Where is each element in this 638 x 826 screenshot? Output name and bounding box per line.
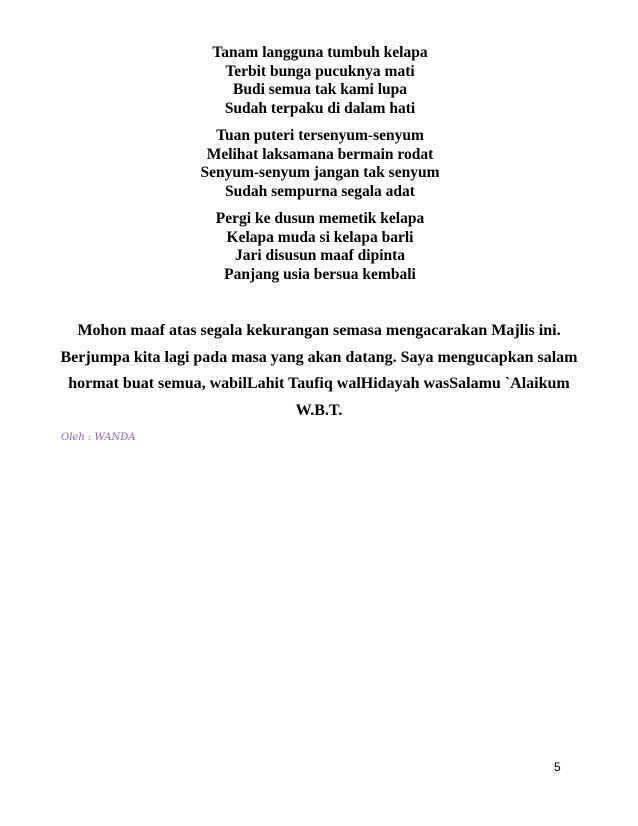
pantun-line: Melihat laksamana bermain rodat [206, 145, 434, 163]
author-credit: Oleh : WANDA [61, 432, 136, 443]
pantun-line: Tuan puteri tersenyum-senyum [216, 127, 424, 144]
pantun-stanza-3 [140, 210, 500, 284]
pantun-line: Sudah terpaku di dalam hati [224, 99, 416, 117]
closing-line: Berjumpa kita lagi pada masa yang akan datang. Saya mengucapkan salam [60, 348, 578, 366]
page-number: 5 [554, 760, 561, 774]
pantun-line: Sudah sempurna segala adat [225, 182, 415, 200]
pantun-line: Tanam langguna tumbuh kelapa [212, 44, 428, 61]
closing-line: W.B.T. [295, 401, 343, 419]
pantun-line: Jari disusun maaf dipinta [234, 247, 406, 264]
pantun-line: Kelapa muda si kelapa barli [226, 228, 414, 246]
pantun-line: Senyum-senyum jangan tak senyum [200, 164, 440, 181]
pantun-line: Terbit bunga pucuknya mati [225, 62, 415, 80]
pantun-line: Budi semua tak kami lupa [233, 81, 407, 98]
pantun-stanza-1 [140, 44, 500, 118]
closing-line: hormat buat semua, wabilLahit Taufiq walHidayah wasSalamu `Alaikum [68, 375, 570, 392]
closing-line: Mohon maaf atas segala kekurangan semasa mengacarakan Majlis ini. [77, 322, 561, 339]
pantun-line: Pergi ke dusun memetik kelapa [215, 210, 425, 227]
pantun-line: Panjang usia bersua kembali [224, 265, 416, 283]
pantun-stanza-2 [140, 127, 500, 201]
closing-paragraph [60, 318, 578, 424]
